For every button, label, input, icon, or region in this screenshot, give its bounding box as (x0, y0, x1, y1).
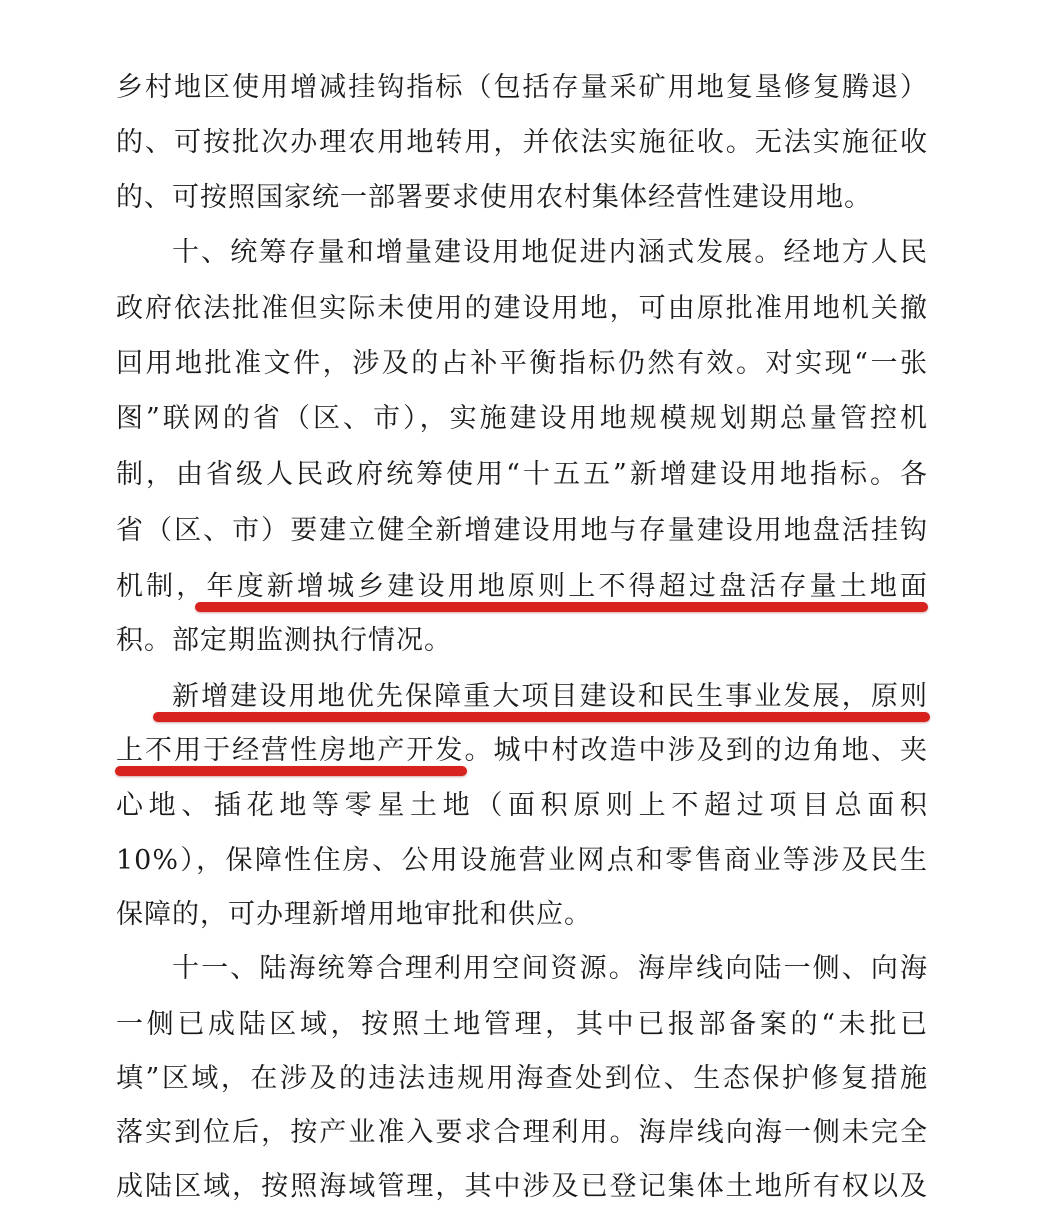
text-line: 制，由省级人民政府统筹使用“十五五”新增建设用地指标。各 (116, 459, 928, 490)
text-line: 新增建设用地优先保障重大项目建设和民生事业发展，原则 (172, 681, 928, 712)
text-line: 积。部定期监测执行情况。 (116, 625, 452, 656)
text-line: 机制，年度新增城乡建设用地原则上不得超过盘活存量土地面 (116, 571, 928, 602)
text-line: 10%），保障性住房、公用设施营业网点和零售商业等涉及民生 (116, 845, 928, 876)
text-line: 上不用于经营性房地产开发。城中村改造中涉及到的边角地、夹 (116, 735, 928, 766)
section-heading-line: 十一、陆海统筹合理利用空间资源。海岸线向陆一侧、向海 (172, 953, 928, 984)
text-line: 的、可按批次办理农用地转用，并依法实施征收。无法实施征收 (116, 127, 928, 158)
text-line: 保障的，可办理新增用地审批和供应。 (116, 899, 592, 930)
text-line: 省（区、市）要建立健全新增建设用地与存量建设用地盘活挂钩 (116, 515, 928, 546)
section-heading-line: 十、统筹存量和增量建设用地促进内涵式发展。经地方人民 (172, 237, 928, 268)
red-highlight-underline (153, 712, 930, 722)
text-line: 的、可按照国家统一部署要求使用农村集体经营性建设用地。 (116, 182, 872, 213)
text-line: 心地、插花地等零星土地（面积原则上不超过项目总面积 (116, 790, 928, 821)
text-line: 政府依法批准但实际未使用的建设用地，可由原批准用地机关撤 (116, 293, 928, 324)
text-line: 回用地批准文件，涉及的占补平衡指标仍然有效。对实现“一张 (116, 348, 928, 379)
text-line: 落实到位后，按产业准入要求合理利用。海岸线向海一侧未完全 (116, 1117, 928, 1148)
text-line: 填”区域，在涉及的违法违规用海查处到位、生态保护修复措施 (116, 1063, 928, 1094)
text-line: 乡村地区使用增减挂钩指标（包括存量采矿用地复垦修复腾退） (116, 72, 928, 103)
text-line: 成陆区域，按照海域管理，其中涉及已登记集体土地所有权以及 (116, 1171, 928, 1202)
text-line: 一侧已成陆区域，按照土地管理，其中已报部备案的“未批已 (116, 1009, 928, 1040)
text-line: 图”联网的省（区、市），实施建设用地规模规划期总量管控机 (116, 403, 928, 434)
red-highlight-underline (115, 766, 467, 776)
red-highlight-underline (195, 602, 928, 612)
